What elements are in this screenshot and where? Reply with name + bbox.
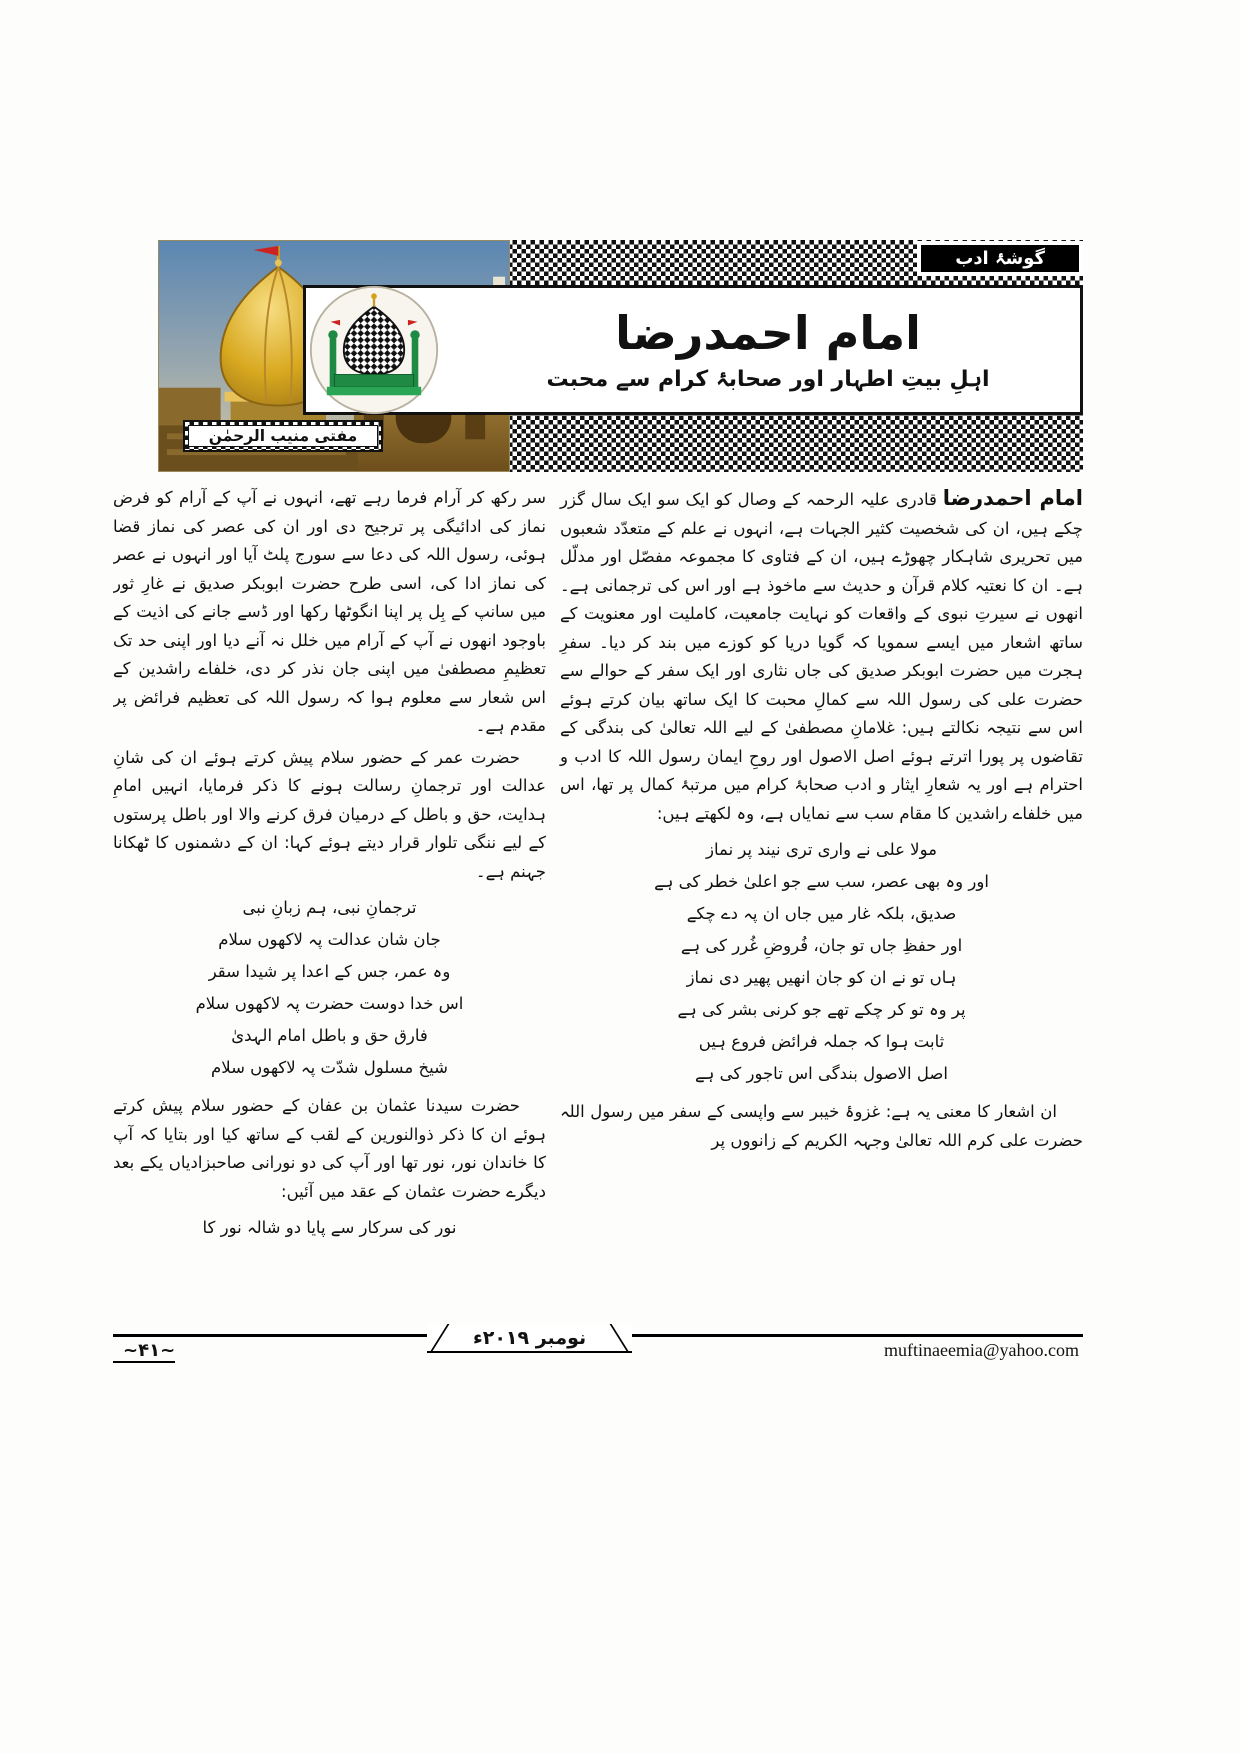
- column-right: [560, 484, 1083, 1332]
- author-name: مفتی منیب الرحمٰن: [188, 425, 378, 447]
- article-title: امام احمدرضا: [615, 306, 921, 361]
- poem-line: ہاں تو نے ان کو جان انھیں پھیر دی نماز: [686, 968, 957, 987]
- article-subtitle: اہلِ بیتِ اطہار اور صحابۂ کرام سے محبت: [546, 366, 990, 392]
- poem-line: جان شان عدالت پہ لاکھوں سلام: [218, 930, 441, 949]
- footer-row: [113, 1327, 1083, 1363]
- paragraph: حضرت عمر کے حضور سلام پیش کرتے ہوئے ان کی شانِ عدالت اور ترجمانِ رسالت ہونے کا ذکر فرمایا، انہیں امامِ ہدایت، حق و باطل کے درمیان فرق کرنے والا اور باطل پرستوں کے لیے ننگی تلوار قرار دیتے ہوئے کہا: ان کے دشمنوں کا ٹھکانا جہنم ہے۔: [113, 747, 546, 881]
- lead-title: امام احمدرضا: [942, 486, 1083, 510]
- article-body: [113, 484, 1083, 1332]
- closing-verse: نور کی سرکار سے پایا دو شالہ نور کا: [202, 1218, 457, 1237]
- paragraph: ان اشعار کا معنی یہ ہے: غزوۂ خیبر سے واپسی کے سفر میں رسول اللہ حضرت علی کرم اللہ تعالیٰ وجہہ الکریم کے زانووں پر: [560, 1102, 1083, 1150]
- poem-line: اس خدا دوست حضرت پہ لاکھوں سلام: [195, 994, 464, 1013]
- section-badge-label: گوشۂ ادب: [955, 248, 1045, 269]
- page-number: ~۴۱~: [113, 1340, 175, 1363]
- poem-line: ثابت ہوا کہ جملہ فرائض فروع ہیں: [698, 1032, 945, 1051]
- poem-line: پر وہ تو کر چکے تھے جو کرنی بشر کی ہے: [677, 1000, 966, 1019]
- poem-line: فارق حق و باطل امام الہدیٰ: [231, 1026, 428, 1045]
- poem-line: وہ عمر، جس کے اعدا پر شیدا سقر: [208, 962, 451, 981]
- contact-email: muftinaeemia@yahoo.com: [883, 1340, 1079, 1360]
- section-badge: [921, 245, 1079, 272]
- poem-line: اصل الاصول بندگی اس تاجور کی ہے: [695, 1064, 948, 1083]
- page-header: [113, 240, 1083, 472]
- poem-line: اور وہ بھی عصر، سب سے جو اعلیٰ خطر کی ہے: [654, 872, 989, 891]
- poem-line: مولا علی نے واری تری نیند پر نماز: [706, 840, 937, 859]
- poem-line: شیخ مسلول شدّت پہ لاکھوں سلام: [211, 1058, 448, 1077]
- issue-date: نومبر ۲۰۱۹ء: [473, 1327, 587, 1349]
- page-footer: [113, 1327, 1083, 1363]
- issue-date-cartouche: [427, 1324, 632, 1353]
- column-left: [113, 484, 546, 1332]
- paragraph: سر رکھ کر آرام فرما رہے تھے، انہوں نے آپ کے آرام کو فرض نماز کی ادائیگی پر ترجیح دی اور ان کی عصر کی نماز قضا ہوئی، رسول اللہ کی دعا سے سورج پلٹ آیا اور انہوں نے عصر کی نماز ادا کی، اسی طرح حضرت ابوبکر صدیق نے غارِ ثور میں سانپ کے بِل پر اپنا انگوٹھا رکھا اور ڈسے جانے کی اذیت کے باوجود انھوں نے آپ کے آرام میں خلل نہ آنے دیا اور اپنی حد تک تعظیمِ مصطفیٰ میں اپنی جان نذر کر دی، خلفاے راشدین کے اس شعار سے معلوم ہوا کہ رسول اللہ کی تعظیم فرائض پر مقدم ہے۔: [113, 488, 546, 735]
- paragraph: حضرت سیدنا عثمان بن عفان کے حضور سلام پیش کرتے ہوئے ان کا ذکر ذوالنورین کے لقب کے ساتھ کیا اور بتایا کہ آپ کا خاندان نور، نور تھا اور آپ کی دو نورانی صاحبزادیاں یکے بعد دیگرے حضرت عثمان کے عقد میں آئیں:: [113, 1096, 546, 1201]
- poem-line: ترجمانِ نبی، ہم زبانِ نبی: [242, 898, 417, 917]
- paragraph-lead: [560, 484, 1083, 828]
- mosque-roundel-art: [308, 284, 440, 416]
- mosque-logo-icon: [308, 284, 440, 416]
- poem-line: اور حفظِ جاں تو جان، فُروضِ غُرر کی ہے: [680, 936, 963, 955]
- poem-ali-salam: [560, 834, 1083, 1090]
- author-box: [183, 420, 383, 452]
- poem-umar-salam: [113, 892, 546, 1084]
- lead-paragraph-text: قادری علیہ الرحمہ کے وصال کو ایک سو ایک سال گزر چکے ہیں، ان کی شخصیت کثیر الجہات ہے، انہوں نے علم کے متعدّد شعبوں میں تحریری شاہکار چھوڑے ہیں، ان کے فتاوی کا مجموعہ مفصّل اور مدلّل ہے۔ ان کا نعتیہ کلام قرآن و حدیث سے ماخوذ ہے اور اس کی ترجمانی ہے۔ انھوں نے سیرتِ نبوی کے واقعات کو نہایت جامعیت، کاملیت اور معنویت کے ساتھ اشعار میں ایسے سمویا کہ گویا دریا کو کوزے میں بند کر دیا۔ سفرِ ہجرت میں حضرت ابوبکر صدیق کی جاں نثاری اور ایک سفر کے حوالے سے حضرت علی کی رسول اللہ سے کمالِ محبت کا ایک ساتھ بیان کرتے ہوئے اس سے نتیجہ نکالتے ہیں: غلامانِ مصطفیٰ کے لیے اللہ تعالیٰ کی بندگی کے تقاضوں پر پورا اترتے ہوئے اصل الاصول اور روحِ ایمان رسول اللہ کا ادب و احترام ہے اور یہ شعارِ ایثار و ادب صحابۂ کرام میں مرتبۂ کمال پر تھا، اس میں خلفاے راشدین کا مقام سب سے نمایاں ہے، وہ لکھتے ہیں:: [560, 490, 1083, 823]
- poem-line: صدیق، بلکہ غار میں جاں ان پہ دے چکے: [686, 904, 957, 923]
